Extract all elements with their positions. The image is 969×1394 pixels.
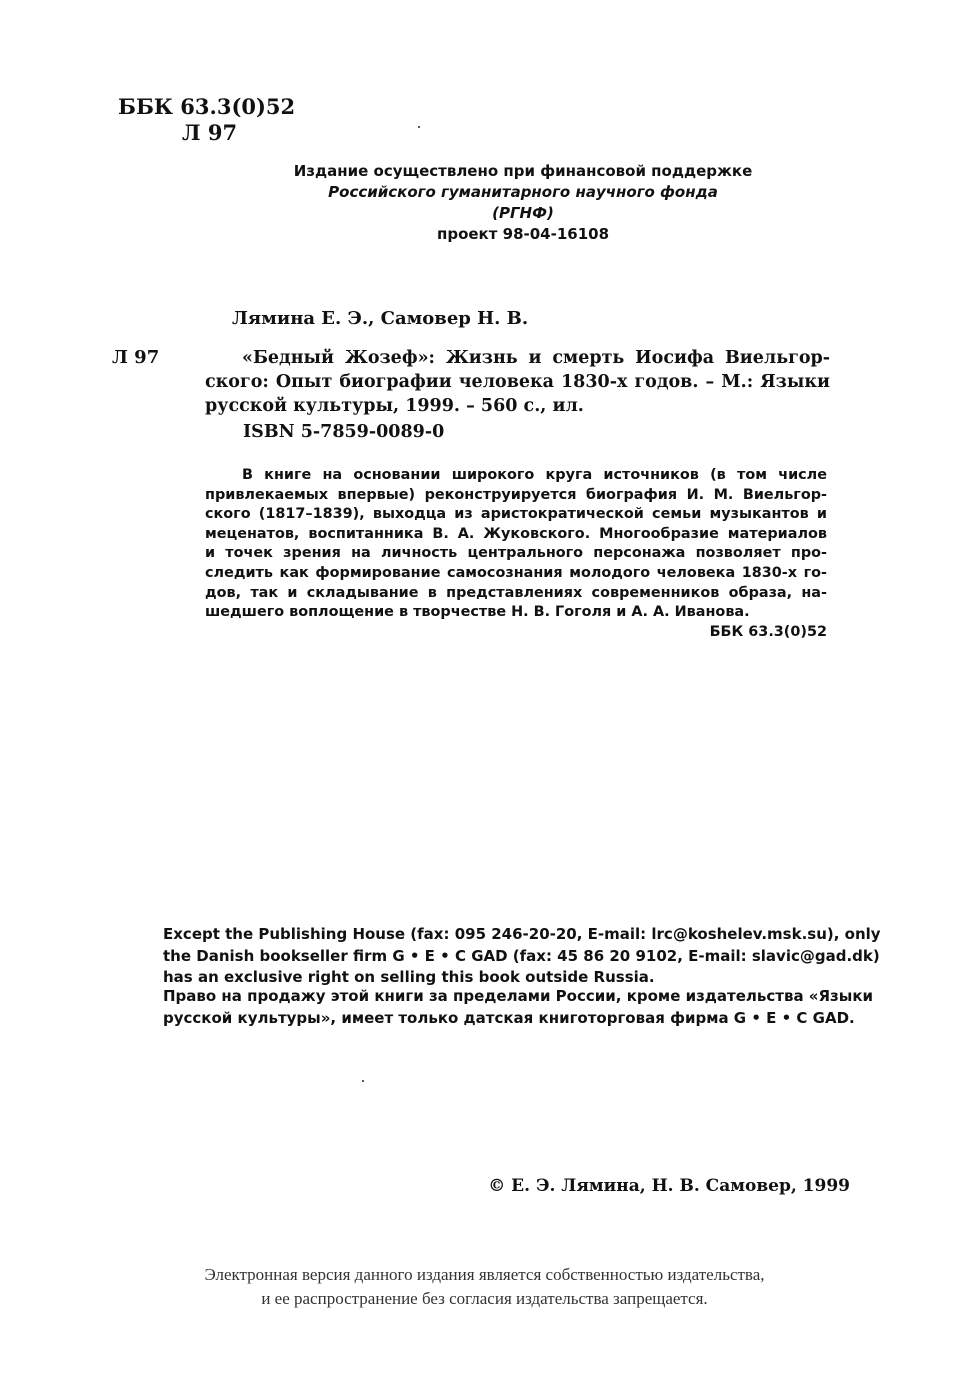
annotation-line: и точек зрения на личность центрального персонажа позволяет про-: [205, 545, 827, 562]
annotation: [205, 466, 827, 642]
funding-notice: [250, 161, 796, 245]
notice-line-2: и ее распространение без согласия издательства запрещается.: [261, 1289, 708, 1308]
speck-mark: [362, 1080, 364, 1082]
funding-line-2: Российского гуманитарного научного фонда: [328, 183, 718, 201]
rights-en-line: has an exclusive right on selling this book outside Russia.: [163, 968, 655, 986]
rights-ru-line: Право на продажу этой книги за пределами России, кроме издательства «Языки: [163, 987, 874, 1005]
bibliographic-description: [205, 346, 830, 418]
funding-project-number: проект 98-04-16108: [436, 225, 610, 243]
annotation-line: шедшего воплощение в творчестве Н. В. Гоголя и А. А. Иванова.: [205, 604, 750, 621]
electronic-version-notice: [0, 1263, 969, 1311]
rights-english: [163, 924, 881, 989]
authors-heading: Лямина Е. Э., Самовер Н. В.: [232, 308, 529, 329]
rights-en-line: the Danish bookseller firm G • E • C GAD (fax: 45 86 20 9102, E-mail: slavic@gad.dk): [163, 946, 880, 965]
isbn: ISBN 5-7859-0089-0: [243, 422, 445, 442]
rights-en-line: Except the Publishing House (fax: 095 246-20-20, E-mail: lrc@koshelev.msk.su), only: [163, 925, 881, 943]
title-line-1: «Бедный Жозеф»: Жизнь и смерть Иосифа Виельгор-: [242, 348, 830, 368]
funding-line-3: (РГНФ): [492, 204, 554, 222]
annotation-line: меценатов, воспитанника В. А. Жуковского. Многообразие материалов: [205, 525, 827, 542]
bbk-code: ББК 63.3(0)52: [118, 94, 296, 119]
speck-mark: [418, 126, 420, 128]
author-mark-top: Л 97: [182, 120, 238, 145]
title-line-3: русской культуры, 1999. – 560 с., ил.: [205, 396, 584, 416]
author-mark-left: Л 97: [112, 347, 160, 368]
funding-line-1: Издание осуществлено при финансовой поддержке: [293, 162, 753, 180]
annotation-line: следить как формирование самосознания молодого человека 1830-х го-: [205, 564, 827, 581]
rights-russian: [163, 986, 874, 1029]
copyright-notice: © Е. Э. Лямина, Н. В. Самовер, 1999: [488, 1176, 850, 1196]
annotation-bbk: ББК 63.3(0)52: [709, 623, 827, 640]
notice-line-1: Электронная версия данного издания является собственностью издательства,: [204, 1265, 765, 1284]
rights-ru-line: русской культуры», имеет только датская книготорговая фирма G • E • C GAD.: [163, 1008, 855, 1027]
title-line-2: ского: Опыт биографии человека 1830-х годов. – М.: Языки: [205, 372, 830, 392]
bbk-classification: [118, 94, 295, 146]
annotation-line: В книге на основании широкого круга источников (в том числе: [242, 467, 827, 483]
annotation-line: дов, так и складывание в представлениях современников образа, на-: [205, 584, 827, 601]
annotation-line: ского (1817–1839), выходца из аристократической семьи музыкантов и: [205, 506, 827, 523]
annotation-line: привлекаемых впервые) реконструируется биография И. М. Виельгор-: [205, 486, 827, 503]
